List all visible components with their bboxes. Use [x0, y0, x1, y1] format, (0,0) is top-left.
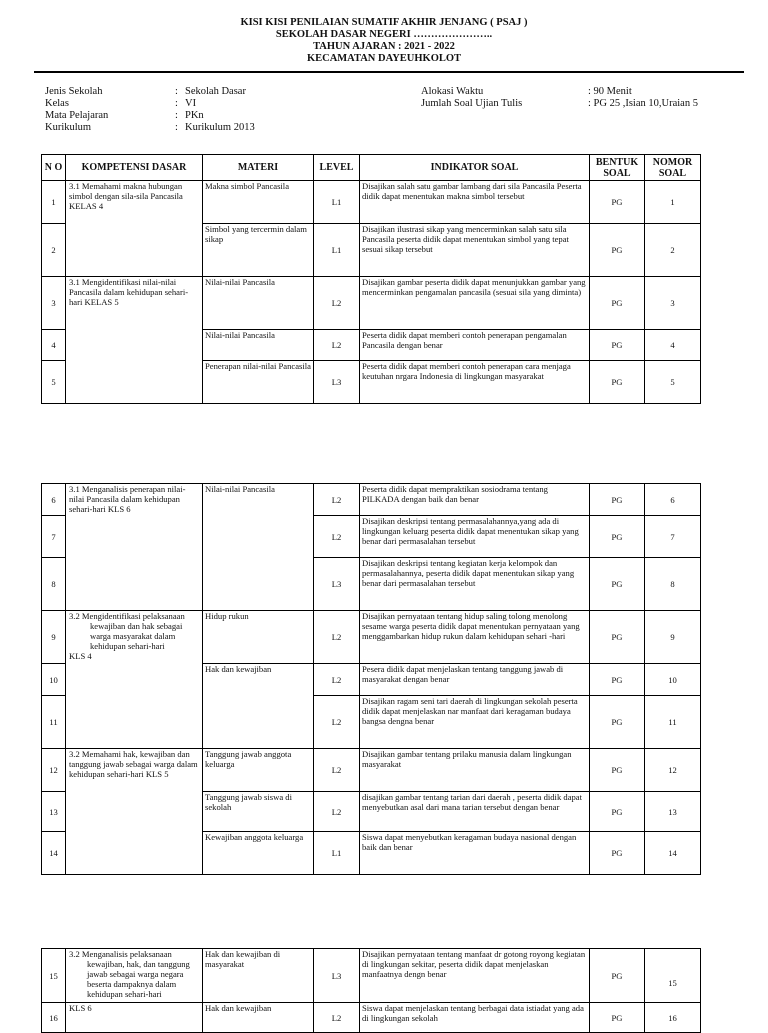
row-bentuk: PG: [590, 664, 645, 696]
info-right: [421, 86, 698, 110]
row-nomor: 12: [645, 749, 701, 792]
info-left: [45, 86, 255, 134]
info-alokasi-waktu: Alokasi Waktu : 90 Menit: [421, 86, 632, 97]
row-bentuk: PG: [590, 696, 645, 749]
table-row: [42, 1003, 701, 1033]
row-indikator: Disajikan pernyataan tentang hidup saling tolong menolong sesame warga peserta didik dapat menentukan pernyataan yang menggambarkan hidup rukun dalam kehidupan sehari -hari: [360, 611, 590, 664]
info-kurikulum: Kurikulum : Kurikulum 2013: [45, 122, 255, 133]
header-bentuk-soal: BENTUK SOAL: [590, 155, 645, 181]
row-no: 6: [42, 484, 66, 516]
row-materi: Tanggung jawab siswa di sekolah: [203, 792, 314, 832]
row-no: 3: [42, 277, 66, 330]
row-no: 13: [42, 792, 66, 832]
row-indikator: Disajikan gambar peserta didik dapat menunjukkan gambar yang mencerminkan pengamalan pancasila (sesuai sila yang diminta): [360, 277, 590, 330]
row-level: L2: [314, 749, 360, 792]
row-indikator: Siswa dapat menjelaskan tentang berbagai data istiadat yang ada di lingkungan sekolah: [360, 1003, 590, 1033]
row-level: L2: [314, 516, 360, 558]
row-materi: Nilai-nilai Pancasila: [203, 330, 314, 361]
row-materi: Nilai-nilai Pancasila: [203, 484, 314, 611]
row-no: 8: [42, 558, 66, 611]
row-no: 9: [42, 611, 66, 664]
row-no: 12: [42, 749, 66, 792]
table-row: [42, 949, 701, 1003]
row-bentuk: PG: [590, 792, 645, 832]
row-no: 5: [42, 361, 66, 404]
row-no: 16: [42, 1003, 66, 1033]
row-level: L1: [314, 832, 360, 875]
row-bentuk: PG: [590, 484, 645, 516]
title-line-2: SEKOLAH DASAR NEGERI …………………..: [275, 29, 493, 40]
header-kompetensi-dasar: KOMPETENSI DASAR: [66, 155, 203, 181]
row-no: 7: [42, 516, 66, 558]
row-materi: Simbol yang tercermin dalam sikap: [203, 224, 314, 277]
row-nomor: 14: [645, 832, 701, 875]
row-level: L2: [314, 330, 360, 361]
row-indikator: disajikan gambar tentang tarian dari daerah , peserta didik dapat menyebutkan asal dari mana tarian tersebut dengan benar: [360, 792, 590, 832]
row-nomor: 5: [645, 361, 701, 404]
row-nomor: 7: [645, 516, 701, 558]
info-jenis-sekolah: Jenis Sekolah : Sekolah Dasar: [45, 86, 246, 97]
table-row: [42, 611, 701, 664]
row-bentuk: PG: [590, 832, 645, 875]
row-no: 11: [42, 696, 66, 749]
table-row: [42, 277, 701, 330]
row-nomor: 11: [645, 696, 701, 749]
row-materi: Tanggung jawab anggota keluarga: [203, 749, 314, 792]
row-bentuk: PG: [590, 181, 645, 224]
row-indikator: Disajikan ragam seni tari daerah di lingkungan sekolah peserta didik dapat menjelaskan nar manfaat dari keragaman budaya bangsa dengna benar: [360, 696, 590, 749]
row-nomor: 15: [645, 949, 701, 1003]
title-line-4: KECAMATAN DAYEUHKOLOT: [306, 53, 462, 64]
row-nomor: 8: [645, 558, 701, 611]
title-line-3: TAHUN AJARAN : 2021 - 2022: [313, 41, 455, 52]
row-nomor: 13: [645, 792, 701, 832]
kd-text: 3.2 Mengidentifikasi pelaksanaan kewajiban dan hak sebagai warga masyarakat dalam kehidupan sehari-hari: [69, 611, 185, 651]
row-indikator: Disajikan ilustrasi sikap yang mencerminkan salah satu sila Pancasila peserta didik dapat menentukan simbol yang tepat sesuai sikap tersebut: [360, 224, 590, 277]
row-bentuk: PG: [590, 224, 645, 277]
row-level: L3: [314, 949, 360, 1003]
table-header-row: [42, 155, 701, 181]
row-kompetensi-dasar: 3.2 Memahami hak, kewajiban dan tanggung jawab sebagai warga dalam kehidupan sehari-hari KLS 5: [66, 749, 203, 875]
row-nomor: 4: [645, 330, 701, 361]
row-indikator: Disajikan gambar tentang prilaku manusia dalam lingkungan masyarakat: [360, 749, 590, 792]
row-bentuk: PG: [590, 1003, 645, 1033]
kd-class-label: KLS 4: [69, 651, 92, 661]
kd-text: 3.2 Menganalisis pelaksanaan kewajiban, hak, dan tanggung jawab sebagai warga negara beserta dampaknya dalam kehidupan sehari-hari: [69, 949, 190, 999]
table-row: [42, 749, 701, 792]
row-no: 4: [42, 330, 66, 361]
row-kompetensi-dasar: KLS 6: [66, 1003, 203, 1033]
row-level: L3: [314, 558, 360, 611]
row-materi: Hak dan kewajiban: [203, 1003, 314, 1033]
row-no: 2: [42, 224, 66, 277]
row-kompetensi-dasar: [66, 611, 203, 749]
row-materi: Hidup rukun: [203, 611, 314, 664]
row-no: 15: [42, 949, 66, 1003]
row-materi: Penerapan nilai-nilai Pancasila: [203, 361, 314, 404]
row-indikator: Disajikan deskripsi tentang kegiatan kerja kelompok dan permasalahannya, peserta didik dapat menentukan sikap yang benar dari permasalahan tersebut: [360, 558, 590, 611]
row-level: L2: [314, 664, 360, 696]
row-kompetensi-dasar: [66, 949, 203, 1003]
row-nomor: 1: [645, 181, 701, 224]
row-bentuk: PG: [590, 558, 645, 611]
row-materi: Makna simbol Pancasila: [203, 181, 314, 224]
row-indikator: Disajikan pernyataan tentang manfaat dr gotong royong kegiatan di lingkungan sekitar, peserta didik dapat menjelaskan manfaatnya dengn benar: [360, 949, 590, 1003]
document-title: [0, 17, 768, 65]
row-indikator: Pesera didik dapat menjelaskan tentang tanggung jawab di masyarakat dengan benar: [360, 664, 590, 696]
row-bentuk: PG: [590, 361, 645, 404]
header-divider: [34, 71, 744, 73]
row-no: 10: [42, 664, 66, 696]
header-indikator-soal: INDIKATOR SOAL: [360, 155, 590, 181]
row-level: L2: [314, 484, 360, 516]
row-kompetensi-dasar: 3.1 Mengidentifikasi nilai-nilai Pancasila dalam kehidupan sehari-hari KELAS 5: [66, 277, 203, 404]
info-jumlah-soal: Jumlah Soal Ujian Tulis : PG 25 ,Isian 10,Uraian 5: [421, 98, 698, 109]
row-bentuk: PG: [590, 749, 645, 792]
row-nomor: 6: [645, 484, 701, 516]
row-nomor: 3: [645, 277, 701, 330]
row-nomor: 10: [645, 664, 701, 696]
row-bentuk: PG: [590, 330, 645, 361]
row-nomor: 9: [645, 611, 701, 664]
row-nomor: 16: [645, 1003, 701, 1033]
info-kelas: Kelas : VI: [45, 98, 197, 109]
row-level: L2: [314, 277, 360, 330]
row-bentuk: PG: [590, 611, 645, 664]
row-bentuk: PG: [590, 277, 645, 330]
row-indikator: Peserta didik dapat mempraktikan sosiodrama tentang PILKADA dengan baik dan benar: [360, 484, 590, 516]
header-no: N O: [42, 155, 66, 181]
kisi-table-3: [41, 948, 701, 1033]
row-bentuk: PG: [590, 516, 645, 558]
header-level: LEVEL: [314, 155, 360, 181]
row-indikator: Disajikan salah satu gambar lambang dari sila Pancasila Peserta didik dapat menentukan makna simbol tersebut: [360, 181, 590, 224]
row-materi: Hak dan kewajiban: [203, 664, 314, 749]
row-indikator: Disajikan deskripsi tentang permasalahannya,yang ada di lingkungan keluarg peserta didik dapat menentukan sikap yang benar dari permasalahan tersebut: [360, 516, 590, 558]
row-indikator: Peserta didik dapat memberi contoh penerapan pengamalan Pancasila dengan benar: [360, 330, 590, 361]
header-nomor-soal: NOMOR SOAL: [645, 155, 701, 181]
row-materi: Kewajiban anggota keluarga: [203, 832, 314, 875]
row-materi: Nilai-nilai Pancasila: [203, 277, 314, 330]
row-kompetensi-dasar: 3.1 Menganalisis penerapan nilai-nilai Pancasila dalam kehidupan sehari-hari KLS 6: [66, 484, 203, 611]
info-mata-pelajaran: Mata Pelajaran : PKn: [45, 110, 204, 121]
title-line-1: KISI KISI PENILAIAN SUMATIF AKHIR JENJANG ( PSAJ ): [240, 17, 528, 28]
row-indikator: Siswa dapat menyebutkan keragaman budaya nasional dengan baik dan benar: [360, 832, 590, 875]
row-level: L2: [314, 696, 360, 749]
row-no: 1: [42, 181, 66, 224]
row-materi: Hak dan kewajiban di masyarakat: [203, 949, 314, 1003]
row-indikator: Peserta didik dapat memberi contoh penerapan cara menjaga keutuhan nrgara Indonesia di lingkungan masyarakat: [360, 361, 590, 404]
row-level: L3: [314, 361, 360, 404]
row-level: L2: [314, 1003, 360, 1033]
row-level: L1: [314, 224, 360, 277]
row-bentuk: PG: [590, 949, 645, 1003]
row-nomor: 2: [645, 224, 701, 277]
row-no: 14: [42, 832, 66, 875]
row-level: L1: [314, 181, 360, 224]
table-row: [42, 181, 701, 224]
row-level: L2: [314, 792, 360, 832]
kisi-table-1: [41, 154, 701, 404]
header-materi: MATERI: [203, 155, 314, 181]
row-kompetensi-dasar: 3.1 Memahami makna hubungan simbol dengan sila-sila Pancasila KELAS 4: [66, 181, 203, 277]
row-level: L2: [314, 611, 360, 664]
table-row: [42, 484, 701, 516]
kisi-table-2: [41, 483, 701, 875]
